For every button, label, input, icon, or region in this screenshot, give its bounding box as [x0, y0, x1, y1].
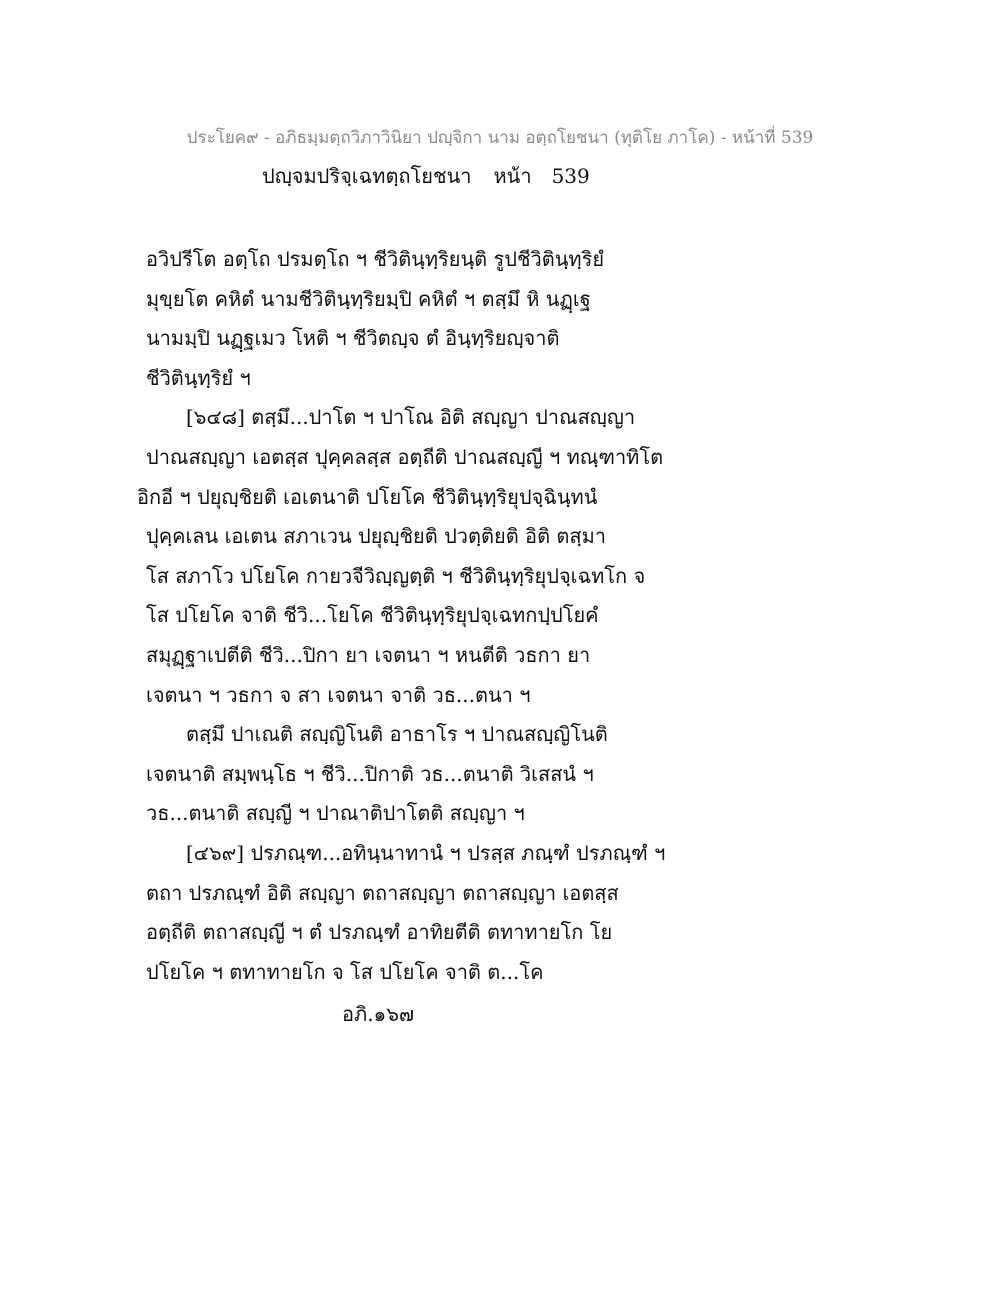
page-label: หน้า	[493, 164, 532, 188]
text-line: เจตนาติ สมฺพนฺโธ ฯ ชีวิ...ปิกาติ วธ...ตนาติ วิเสสนํ ฯ	[146, 761, 594, 786]
text-line: นามมฺปิ นฏฺฐเมว โหติ ฯ ชีวิตญฺจ ตํ อินฺทฺริยญฺจาติ	[146, 326, 560, 351]
page-title	[262, 160, 590, 192]
text-line: สมุฏฺฐาเปตีติ ชีวิ...ปิกา ยา เจตนา ฯ หนตีติ วธกา ยา	[146, 642, 591, 667]
text-line: เจตนา ฯ วธกา จ สา เจตนา จาติ วธ...ตนา ฯ	[146, 682, 531, 707]
text-line: อิกอี ฯ ปยุญฺชิยติ เอเตนาติ ปโยโค ชีวิตินฺทฺริยุปจฺฉินฺทนํ	[137, 484, 598, 509]
page-footer-signature: อภิ.๑๖๗	[342, 1002, 414, 1026]
page-number: 539	[551, 164, 590, 188]
text-line: ปาณสญฺญา เอตสฺส ปุคฺคลสฺส อตฺถีติ ปาณสญฺญี ฯ ทณฺฑาทิโต	[146, 444, 664, 469]
text-line: อตฺถีติ ตถาสญฺญี ฯ ตํ ปรภณฺฑํ อาทิยตีติ ตทาทายโก โย	[146, 920, 613, 945]
text-line: ปโยโค ฯ ตทาทายโก จ โส ปโยโค จาติ ต...โค	[146, 959, 544, 984]
body-text	[137, 240, 886, 992]
text-line: โส สภาโว ปโยโค กายวจีวิญฺญตฺติ ฯ ชีวิตินฺทฺริยุปจฺเฉทโก จ	[146, 563, 646, 588]
running-header: ประโยค๙ - อภิธมฺมตฺถวิภาวินิยา ปญฺจิกา นาม อตฺถโยชนา (ทุติโย ภาโค) - หน้าที่ 539	[186, 128, 814, 148]
text-line: ชีวิตินฺทฺริยํ ฯ	[146, 365, 251, 390]
paragraph-start-line: ตสฺมึ ปาเณติ สญฺญิโนติ อาธาโร ฯ ปาณสญฺญิโนติ	[186, 722, 608, 747]
text-line: อวิปรีโต อตฺโถ ปรมตฺโถ ฯ ชีวิตินฺทฺริยนฺติ รูปชีวิตินฺทฺริยํ	[146, 247, 605, 271]
paragraph-start-line: [๖๔๘] ตสฺมึ...ปาโต ฯ ปาโณ อิติ สญฺญา ปาณสญฺญา	[186, 405, 636, 430]
text-line: โส ปโยโค จาติ ชีวิ...โยโค ชีวิตินฺทฺริยุปจฺเฉทกปฺปโยคํ	[146, 603, 599, 628]
text-line: ปุคฺคเลน เอเตน สภาเวน ปยุญฺชิยติ ปวตฺติยติ อิติ ตสฺมา	[146, 524, 607, 549]
text-line: มุขฺยโต คหิตํ นามชีวิตินฺทฺริยมฺปิ คหิตํ ฯ ตสฺมึ หิ นฏฺเฐ	[146, 286, 591, 311]
section-title: ปญฺจมปริจฺเฉทตฺถโยชนา	[262, 164, 472, 188]
paragraph-start-line: [๔๖๙] ปรภณฺฑ...อทินฺนาทานํ ฯ ปรสฺส ภณฺฑํ ปรภณฺฑํ ฯ	[186, 840, 666, 865]
text-line: วธ...ตนาติ สญฺญี ฯ ปาณาติปาโตติ สญฺญา ฯ	[146, 801, 525, 826]
text-line: ตถา ปรภณฺฑํ อิติ สญฺญา ตถาสญฺญา ตถาสญฺญา เอตสฺส	[146, 880, 619, 905]
